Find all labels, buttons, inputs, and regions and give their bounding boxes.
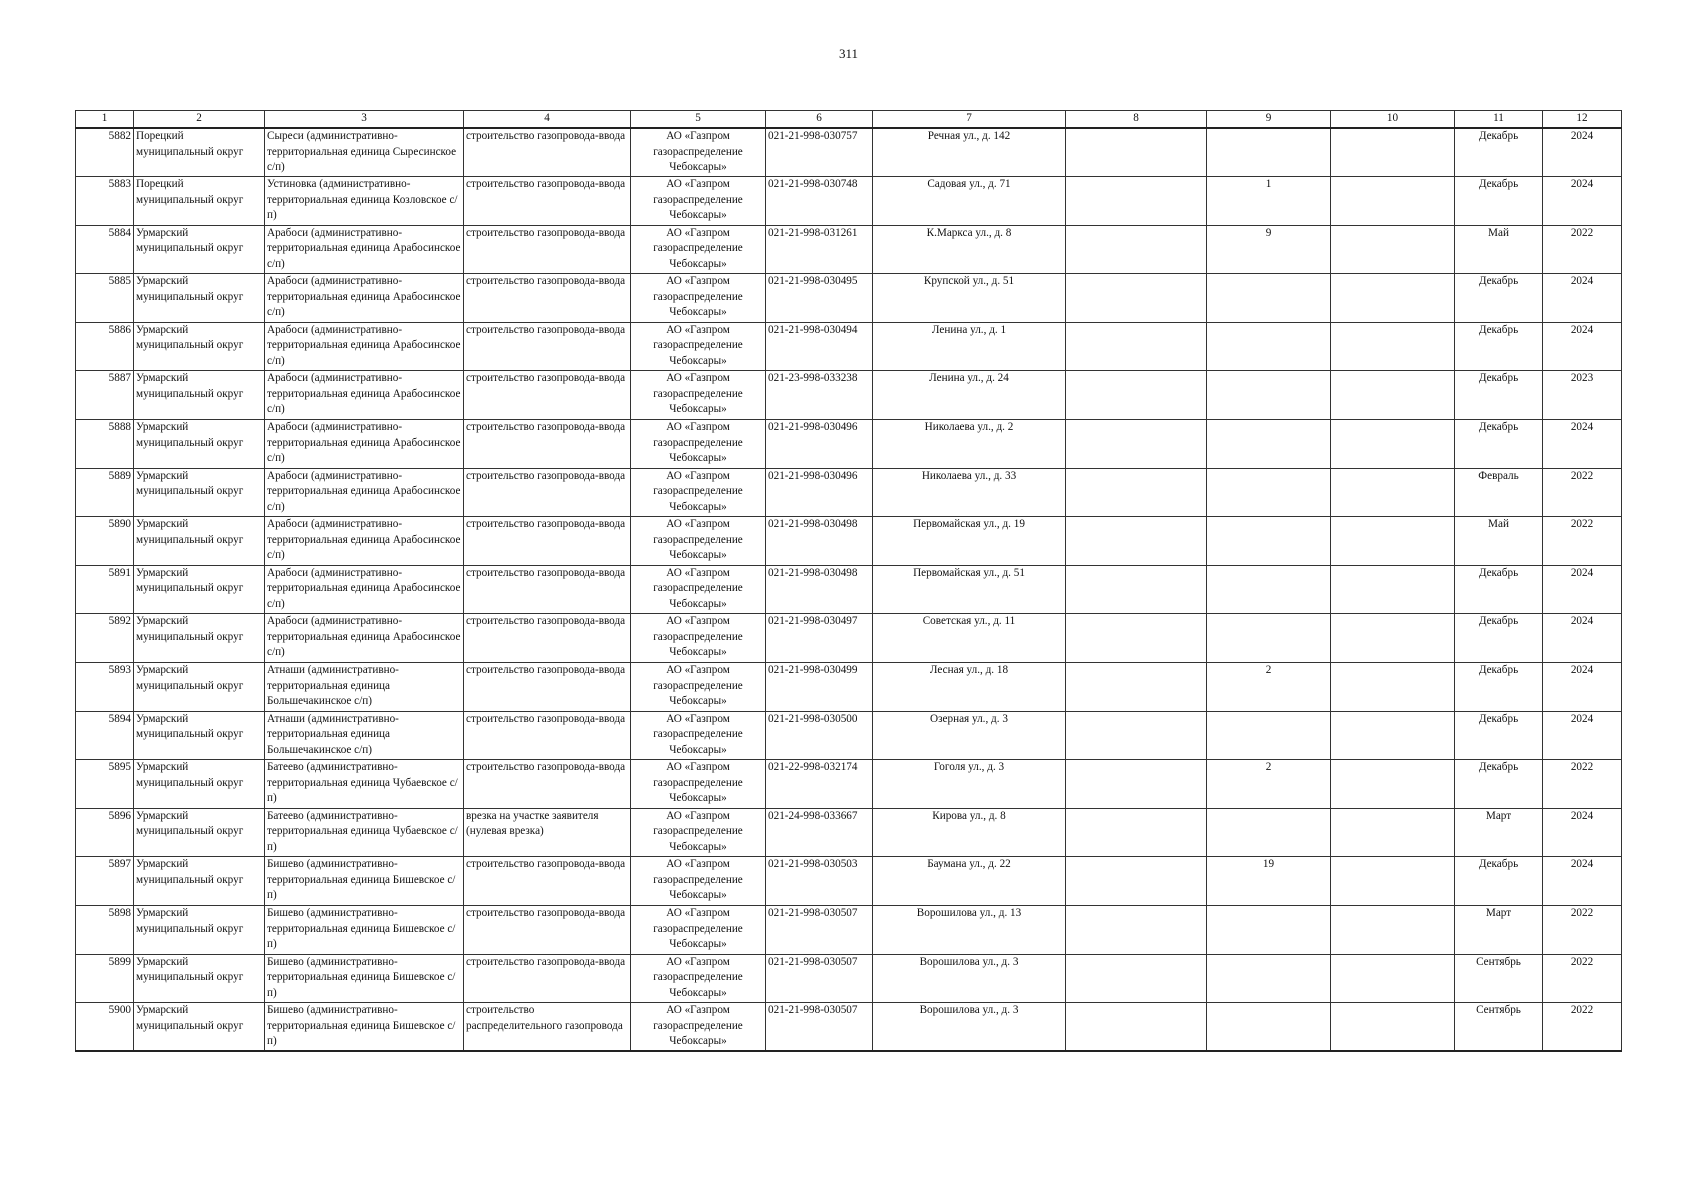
column-10-cell <box>1331 225 1455 274</box>
year-cell: 2024 <box>1543 614 1622 663</box>
organization-cell: АО «Газпром газораспределение Чебоксары» <box>631 371 766 420</box>
address-cell: Садовая ул., д. 71 <box>873 177 1066 226</box>
column-10-cell <box>1331 420 1455 469</box>
address-cell: Лесная ул., д. 18 <box>873 663 1066 712</box>
object-code-cell: 021-21-998-030503 <box>766 857 873 906</box>
work-type-cell: строительство газопровода-ввода <box>464 711 631 760</box>
address-cell: Ворошилова ул., д. 3 <box>873 1003 1066 1052</box>
object-code-cell: 021-21-998-030498 <box>766 517 873 566</box>
table-row <box>76 663 1622 712</box>
district-cell: Урмарский муниципальный округ <box>134 565 265 614</box>
month-cell: Март <box>1455 906 1543 955</box>
column-10-cell <box>1331 711 1455 760</box>
locality-cell: Арабоси (административно-территориальная единица Арабосинское с/п) <box>265 371 464 420</box>
work-type-cell: строительство распределительного газопровода <box>464 1003 631 1052</box>
column-9-cell: 2 <box>1207 760 1331 809</box>
year-cell: 2023 <box>1543 371 1622 420</box>
row-number-cell: 5892 <box>76 614 134 663</box>
organization-cell: АО «Газпром газораспределение Чебоксары» <box>631 857 766 906</box>
column-10-cell <box>1331 371 1455 420</box>
column-9-cell <box>1207 1003 1331 1052</box>
header-row <box>76 111 1622 129</box>
table-row <box>76 614 1622 663</box>
column-10-cell <box>1331 857 1455 906</box>
column-9-cell <box>1207 711 1331 760</box>
table-row <box>76 322 1622 371</box>
locality-cell: Арабоси (административно-территориальная единица Арабосинское с/п) <box>265 517 464 566</box>
column-10-cell <box>1331 954 1455 1003</box>
locality-cell: Арабоси (административно-территориальная единица Арабосинское с/п) <box>265 614 464 663</box>
object-code-cell: 021-21-998-030500 <box>766 711 873 760</box>
column-header: 3 <box>265 111 464 129</box>
year-cell: 2024 <box>1543 711 1622 760</box>
district-cell: Порецкий муниципальный округ <box>134 128 265 177</box>
column-9-cell <box>1207 322 1331 371</box>
work-type-cell: строительство газопровода-ввода <box>464 225 631 274</box>
column-header: 9 <box>1207 111 1331 129</box>
column-9-cell: 1 <box>1207 177 1331 226</box>
month-cell: Декабрь <box>1455 857 1543 906</box>
column-10-cell <box>1331 274 1455 323</box>
object-code-cell: 021-23-998-033238 <box>766 371 873 420</box>
year-cell: 2022 <box>1543 468 1622 517</box>
organization-cell: АО «Газпром газораспределение Чебоксары» <box>631 1003 766 1052</box>
object-code-cell: 021-21-998-030496 <box>766 420 873 469</box>
table-row <box>76 906 1622 955</box>
year-cell: 2024 <box>1543 565 1622 614</box>
locality-cell: Арабоси (административно-территориальная единица Арабосинское с/п) <box>265 225 464 274</box>
month-cell: Декабрь <box>1455 322 1543 371</box>
work-type-cell: строительство газопровода-ввода <box>464 760 631 809</box>
address-cell: Ворошилова ул., д. 13 <box>873 906 1066 955</box>
address-cell: Советская ул., д. 11 <box>873 614 1066 663</box>
column-8-cell <box>1066 663 1207 712</box>
work-type-cell: строительство газопровода-ввода <box>464 420 631 469</box>
address-cell: Первомайская ул., д. 19 <box>873 517 1066 566</box>
organization-cell: АО «Газпром газораспределение Чебоксары» <box>631 711 766 760</box>
table-row <box>76 565 1622 614</box>
month-cell: Декабрь <box>1455 614 1543 663</box>
column-9-cell <box>1207 954 1331 1003</box>
row-number-cell: 5886 <box>76 322 134 371</box>
row-number-cell: 5883 <box>76 177 134 226</box>
column-10-cell <box>1331 177 1455 226</box>
organization-cell: АО «Газпром газораспределение Чебоксары» <box>631 760 766 809</box>
table-row <box>76 128 1622 177</box>
work-type-cell: строительство газопровода-ввода <box>464 371 631 420</box>
column-10-cell <box>1331 128 1455 177</box>
locality-cell: Бишево (административно-территориальная единица Бишевское с/п) <box>265 906 464 955</box>
object-code-cell: 021-21-998-030496 <box>766 468 873 517</box>
column-9-cell <box>1207 371 1331 420</box>
month-cell: Сентябрь <box>1455 1003 1543 1052</box>
year-cell: 2024 <box>1543 663 1622 712</box>
row-number-cell: 5891 <box>76 565 134 614</box>
table-row <box>76 1003 1622 1052</box>
column-9-cell <box>1207 565 1331 614</box>
work-type-cell: строительство газопровода-ввода <box>464 614 631 663</box>
year-cell: 2024 <box>1543 274 1622 323</box>
organization-cell: АО «Газпром газораспределение Чебоксары» <box>631 954 766 1003</box>
organization-cell: АО «Газпром газораспределение Чебоксары» <box>631 225 766 274</box>
work-type-cell: строительство газопровода-ввода <box>464 322 631 371</box>
organization-cell: АО «Газпром газораспределение Чебоксары» <box>631 274 766 323</box>
locality-cell: Атнаши (административно-территориальная единица Большечакинское с/п) <box>265 663 464 712</box>
column-header: 7 <box>873 111 1066 129</box>
month-cell: Май <box>1455 517 1543 566</box>
column-8-cell <box>1066 468 1207 517</box>
district-cell: Урмарский муниципальный округ <box>134 614 265 663</box>
row-number-cell: 5890 <box>76 517 134 566</box>
district-cell: Урмарский муниципальный округ <box>134 1003 265 1052</box>
row-number-cell: 5899 <box>76 954 134 1003</box>
district-cell: Урмарский муниципальный округ <box>134 711 265 760</box>
locality-cell: Устиновка (административно-территориальная единица Козловское с/п) <box>265 177 464 226</box>
column-8-cell <box>1066 760 1207 809</box>
district-cell: Урмарский муниципальный округ <box>134 420 265 469</box>
column-9-cell <box>1207 128 1331 177</box>
column-8-cell <box>1066 906 1207 955</box>
month-cell: Декабрь <box>1455 128 1543 177</box>
address-cell: Озерная ул., д. 3 <box>873 711 1066 760</box>
column-8-cell <box>1066 177 1207 226</box>
column-header: 5 <box>631 111 766 129</box>
organization-cell: АО «Газпром газораспределение Чебоксары» <box>631 614 766 663</box>
year-cell: 2022 <box>1543 906 1622 955</box>
row-number-cell: 5885 <box>76 274 134 323</box>
column-8-cell <box>1066 857 1207 906</box>
column-9-cell: 2 <box>1207 663 1331 712</box>
column-header: 10 <box>1331 111 1455 129</box>
month-cell: Декабрь <box>1455 371 1543 420</box>
address-cell: Баумана ул., д. 22 <box>873 857 1066 906</box>
locality-cell: Бишево (административно-территориальная единица Бишевское с/п) <box>265 1003 464 1052</box>
object-code-cell: 021-21-998-031261 <box>766 225 873 274</box>
column-header: 12 <box>1543 111 1622 129</box>
work-type-cell: врезка на участке заявителя (нулевая врезка) <box>464 808 631 857</box>
address-cell: Николаева ул., д. 2 <box>873 420 1066 469</box>
column-8-cell <box>1066 1003 1207 1052</box>
work-type-cell: строительство газопровода-ввода <box>464 177 631 226</box>
table-row <box>76 517 1622 566</box>
organization-cell: АО «Газпром газораспределение Чебоксары» <box>631 663 766 712</box>
object-code-cell: 021-21-998-030499 <box>766 663 873 712</box>
column-9-cell: 19 <box>1207 857 1331 906</box>
year-cell: 2024 <box>1543 322 1622 371</box>
column-8-cell <box>1066 420 1207 469</box>
locality-cell: Бишево (административно-территориальная единица Бишевское с/п) <box>265 857 464 906</box>
column-8-cell <box>1066 565 1207 614</box>
object-code-cell: 021-21-998-030497 <box>766 614 873 663</box>
object-code-cell: 021-21-998-030507 <box>766 1003 873 1052</box>
locality-cell: Сыреси (административно-территориальная единица Сыресинское с/п) <box>265 128 464 177</box>
column-8-cell <box>1066 322 1207 371</box>
column-header: 8 <box>1066 111 1207 129</box>
column-header: 6 <box>766 111 873 129</box>
address-cell: Николаева ул., д. 33 <box>873 468 1066 517</box>
work-type-cell: строительство газопровода-ввода <box>464 565 631 614</box>
month-cell: Декабрь <box>1455 760 1543 809</box>
row-number-cell: 5884 <box>76 225 134 274</box>
table-row <box>76 177 1622 226</box>
column-10-cell <box>1331 1003 1455 1052</box>
address-cell: Крупской ул., д. 51 <box>873 274 1066 323</box>
organization-cell: АО «Газпром газораспределение Чебоксары» <box>631 565 766 614</box>
table-row <box>76 857 1622 906</box>
table-row <box>76 711 1622 760</box>
column-8-cell <box>1066 711 1207 760</box>
column-header: 1 <box>76 111 134 129</box>
locality-cell: Батеево (административно-территориальная единица Чубаевское с/п) <box>265 808 464 857</box>
address-cell: Ленина ул., д. 1 <box>873 322 1066 371</box>
column-10-cell <box>1331 808 1455 857</box>
object-code-cell: 021-21-998-030498 <box>766 565 873 614</box>
month-cell: Февраль <box>1455 468 1543 517</box>
column-10-cell <box>1331 517 1455 566</box>
organization-cell: АО «Газпром газораспределение Чебоксары» <box>631 808 766 857</box>
district-cell: Урмарский муниципальный округ <box>134 517 265 566</box>
row-number-cell: 5887 <box>76 371 134 420</box>
object-code-cell: 021-21-998-030507 <box>766 906 873 955</box>
table-row <box>76 760 1622 809</box>
address-cell: Кирова ул., д. 8 <box>873 808 1066 857</box>
month-cell: Декабрь <box>1455 711 1543 760</box>
district-cell: Урмарский муниципальный округ <box>134 322 265 371</box>
column-9-cell <box>1207 420 1331 469</box>
work-type-cell: строительство газопровода-ввода <box>464 128 631 177</box>
month-cell: Декабрь <box>1455 420 1543 469</box>
locality-cell: Арабоси (административно-территориальная единица Арабосинское с/п) <box>265 565 464 614</box>
address-cell: Ворошилова ул., д. 3 <box>873 954 1066 1003</box>
row-number-cell: 5894 <box>76 711 134 760</box>
table-row <box>76 274 1622 323</box>
table-row <box>76 808 1622 857</box>
organization-cell: АО «Газпром газораспределение Чебоксары» <box>631 322 766 371</box>
row-number-cell: 5893 <box>76 663 134 712</box>
data-table <box>75 110 1622 1052</box>
object-code-cell: 021-21-998-030507 <box>766 954 873 1003</box>
address-cell: Первомайская ул., д. 51 <box>873 565 1066 614</box>
locality-cell: Арабоси (административно-территориальная единица Арабосинское с/п) <box>265 322 464 371</box>
month-cell: Декабрь <box>1455 274 1543 323</box>
object-code-cell: 021-21-998-030757 <box>766 128 873 177</box>
table-row <box>76 954 1622 1003</box>
month-cell: Май <box>1455 225 1543 274</box>
table-row <box>76 420 1622 469</box>
year-cell: 2022 <box>1543 760 1622 809</box>
column-10-cell <box>1331 614 1455 663</box>
year-cell: 2022 <box>1543 225 1622 274</box>
district-cell: Урмарский муниципальный округ <box>134 225 265 274</box>
year-cell: 2024 <box>1543 128 1622 177</box>
district-cell: Урмарский муниципальный округ <box>134 274 265 323</box>
column-10-cell <box>1331 468 1455 517</box>
work-type-cell: строительство газопровода-ввода <box>464 906 631 955</box>
district-cell: Урмарский муниципальный округ <box>134 906 265 955</box>
district-cell: Урмарский муниципальный округ <box>134 954 265 1003</box>
year-cell: 2024 <box>1543 420 1622 469</box>
row-number-cell: 5895 <box>76 760 134 809</box>
district-cell: Урмарский муниципальный округ <box>134 760 265 809</box>
organization-cell: АО «Газпром газораспределение Чебоксары» <box>631 177 766 226</box>
row-number-cell: 5897 <box>76 857 134 906</box>
month-cell: Декабрь <box>1455 565 1543 614</box>
column-8-cell <box>1066 808 1207 857</box>
table-body <box>76 128 1622 1051</box>
year-cell: 2022 <box>1543 954 1622 1003</box>
row-number-cell: 5898 <box>76 906 134 955</box>
column-8-cell <box>1066 614 1207 663</box>
district-cell: Урмарский муниципальный округ <box>134 808 265 857</box>
column-header: 2 <box>134 111 265 129</box>
organization-cell: АО «Газпром газораспределение Чебоксары» <box>631 517 766 566</box>
column-header: 11 <box>1455 111 1543 129</box>
column-8-cell <box>1066 517 1207 566</box>
column-9-cell <box>1207 468 1331 517</box>
address-cell: К.Маркса ул., д. 8 <box>873 225 1066 274</box>
month-cell: Сентябрь <box>1455 954 1543 1003</box>
row-number-cell: 5896 <box>76 808 134 857</box>
district-cell: Урмарский муниципальный округ <box>134 857 265 906</box>
locality-cell: Атнаши (административно-территориальная единица Большечакинское с/п) <box>265 711 464 760</box>
column-9-cell: 9 <box>1207 225 1331 274</box>
column-10-cell <box>1331 760 1455 809</box>
year-cell: 2022 <box>1543 517 1622 566</box>
page-number: 311 <box>838 46 859 61</box>
column-9-cell <box>1207 808 1331 857</box>
column-8-cell <box>1066 371 1207 420</box>
table-row <box>76 468 1622 517</box>
column-9-cell <box>1207 274 1331 323</box>
locality-cell: Бишево (административно-территориальная единица Бишевское с/п) <box>265 954 464 1003</box>
work-type-cell: строительство газопровода-ввода <box>464 663 631 712</box>
column-9-cell <box>1207 906 1331 955</box>
column-8-cell <box>1066 225 1207 274</box>
district-cell: Порецкий муниципальный округ <box>134 177 265 226</box>
work-type-cell: строительство газопровода-ввода <box>464 954 631 1003</box>
column-10-cell <box>1331 322 1455 371</box>
object-code-cell: 021-22-998-032174 <box>766 760 873 809</box>
object-code-cell: 021-21-998-030495 <box>766 274 873 323</box>
work-type-cell: строительство газопровода-ввода <box>464 517 631 566</box>
column-9-cell <box>1207 517 1331 566</box>
organization-cell: АО «Газпром газораспределение Чебоксары» <box>631 906 766 955</box>
column-header: 4 <box>464 111 631 129</box>
table-row <box>76 371 1622 420</box>
locality-cell: Батеево (административно-территориальная единица Чубаевское с/п) <box>265 760 464 809</box>
locality-cell: Арабоси (административно-территориальная единица Арабосинское с/п) <box>265 274 464 323</box>
column-10-cell <box>1331 906 1455 955</box>
month-cell: Март <box>1455 808 1543 857</box>
work-type-cell: строительство газопровода-ввода <box>464 857 631 906</box>
column-10-cell <box>1331 565 1455 614</box>
district-cell: Урмарский муниципальный округ <box>134 663 265 712</box>
organization-cell: АО «Газпром газораспределение Чебоксары» <box>631 468 766 517</box>
year-cell: 2022 <box>1543 1003 1622 1052</box>
object-code-cell: 021-21-998-030494 <box>766 322 873 371</box>
column-9-cell <box>1207 614 1331 663</box>
column-8-cell <box>1066 274 1207 323</box>
row-number-cell: 5888 <box>76 420 134 469</box>
object-code-cell: 021-24-998-033667 <box>766 808 873 857</box>
year-cell: 2024 <box>1543 808 1622 857</box>
table-row <box>76 225 1622 274</box>
column-8-cell <box>1066 128 1207 177</box>
column-10-cell <box>1331 663 1455 712</box>
district-cell: Урмарский муниципальный округ <box>134 468 265 517</box>
row-number-cell: 5900 <box>76 1003 134 1052</box>
organization-cell: АО «Газпром газораспределение Чебоксары» <box>631 420 766 469</box>
address-cell: Речная ул., д. 142 <box>873 128 1066 177</box>
year-cell: 2024 <box>1543 177 1622 226</box>
work-type-cell: строительство газопровода-ввода <box>464 468 631 517</box>
address-cell: Ленина ул., д. 24 <box>873 371 1066 420</box>
column-8-cell <box>1066 954 1207 1003</box>
object-code-cell: 021-21-998-030748 <box>766 177 873 226</box>
district-cell: Урмарский муниципальный округ <box>134 371 265 420</box>
row-number-cell: 5882 <box>76 128 134 177</box>
month-cell: Декабрь <box>1455 663 1543 712</box>
month-cell: Декабрь <box>1455 177 1543 226</box>
locality-cell: Арабоси (административно-территориальная единица Арабосинское с/п) <box>265 468 464 517</box>
locality-cell: Арабоси (административно-территориальная единица Арабосинское с/п) <box>265 420 464 469</box>
organization-cell: АО «Газпром газораспределение Чебоксары» <box>631 128 766 177</box>
work-type-cell: строительство газопровода-ввода <box>464 274 631 323</box>
year-cell: 2024 <box>1543 857 1622 906</box>
address-cell: Гоголя ул., д. 3 <box>873 760 1066 809</box>
row-number-cell: 5889 <box>76 468 134 517</box>
